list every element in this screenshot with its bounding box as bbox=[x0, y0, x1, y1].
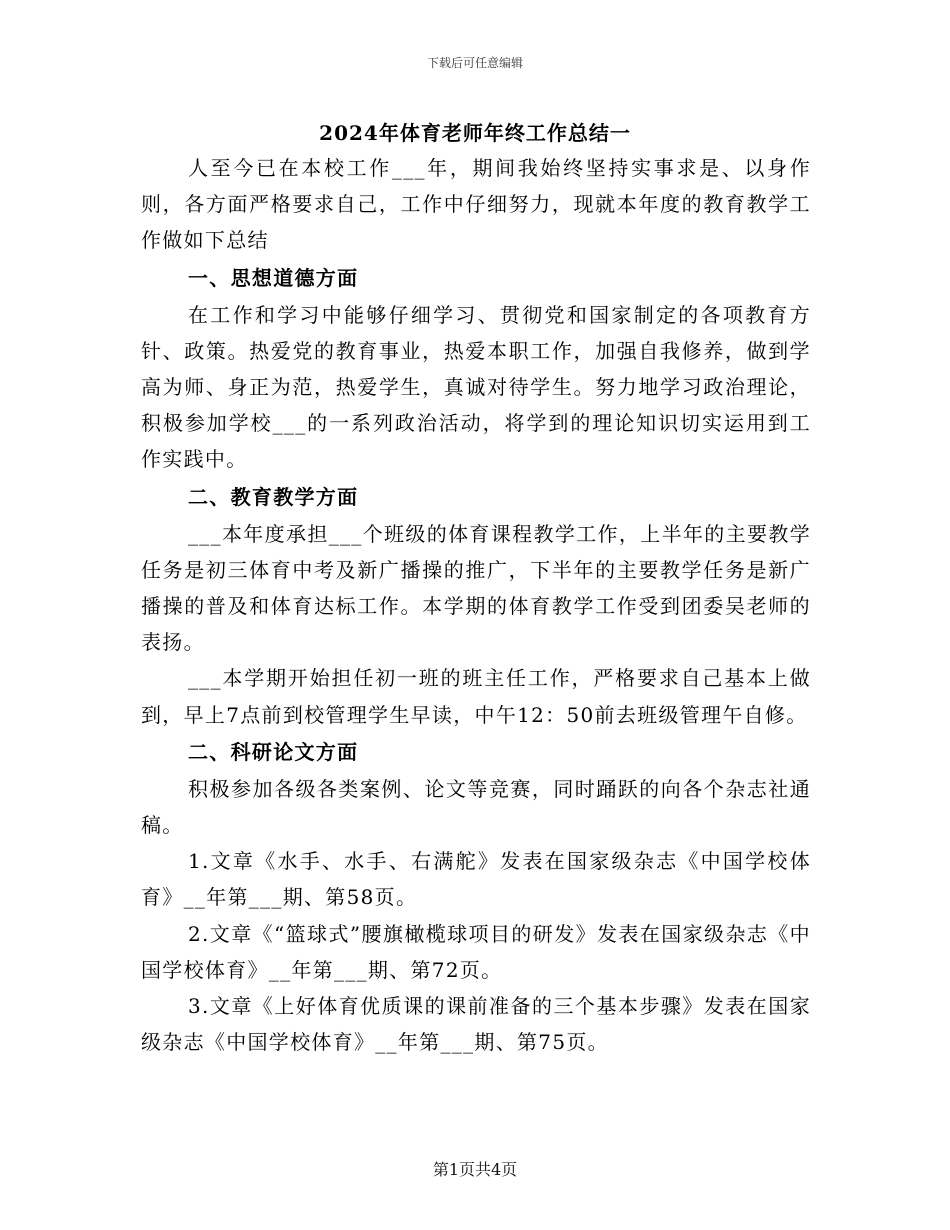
document-body bbox=[141, 150, 811, 1060]
section-heading-research: 二、科研论文方面 bbox=[188, 739, 359, 764]
section-paragraph-teaching-2: ___本学期开始担任初一班的班主任工作，严格要求自己基本上做到，早上7点前到校管理学生早读，中午12：50前去班级管理午自修。 bbox=[141, 666, 811, 727]
section-paragraph-research: 积极参加各级各类案例、论文等竞赛，同时踊跃的向各个杂志社通稿。 bbox=[141, 776, 811, 838]
list-item: 3.文章《上好体育优质课的课前准备的三个基本步骤》发表在国家级杂志《中国学校体育》__年第___期、第75页。 bbox=[141, 994, 811, 1055]
section-paragraph-teaching-1: ___本年度承担___个班级的体育课程教学工作，上半年的主要教学任务是初三体育中考及新广播操的推广，下半年的主要教学任务是新广播操的普及和体育达标工作。本学期的体育教学工作受到团委吴老师的表扬。 bbox=[141, 521, 811, 655]
section-paragraph-moral: 在工作和学习中能够仔细学习、贯彻党和国家制定的各项教育方针、政策。热爱党的教育事业，热爱本职工作，加强自我修养，做到学高为师、身正为范，热爱学生，真诚对待学生。努力地学习政治理论，积极参加学校___的一系列政治活动，将学到的理论知识切实运用到工作实践中。 bbox=[141, 302, 811, 472]
header-note: 下载后可任意编辑 bbox=[426, 56, 523, 70]
list-item: 1.文章《水手、水手、右满舵》发表在国家级杂志《中国学校体育》__年第___期、第58页。 bbox=[141, 849, 811, 910]
section-heading-teaching: 二、教育教学方面 bbox=[188, 484, 359, 509]
page-footer: 第1页共4页 bbox=[432, 1160, 518, 1179]
section-heading-moral: 一、思想道德方面 bbox=[188, 265, 359, 290]
document-title: 2024年体育老师年终工作总结一 bbox=[319, 121, 631, 145]
intro-paragraph: 人至今已在本校工作___年，期间我始终坚持实事求是、以身作则，各方面严格要求自己，工作中仔细努力，现就本年度的教育教学工作做如下总结 bbox=[141, 156, 811, 253]
list-item: 2.文章《“篮球式”腰旗橄榄球项目的研发》发表在国家级杂志《中国学校体育》__年第___期、第72页。 bbox=[141, 921, 811, 982]
